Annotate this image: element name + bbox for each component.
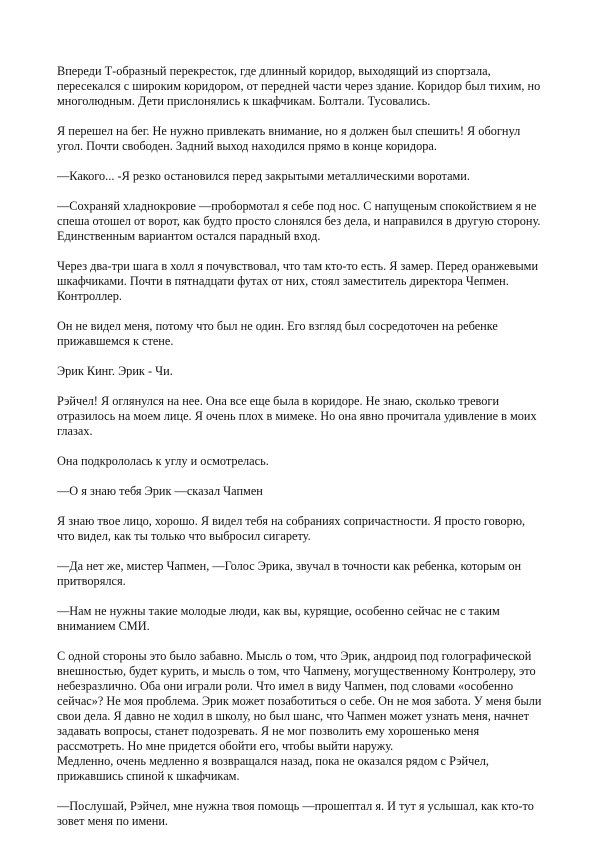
paragraph: Впереди Т-образный перекресток, где длинный коридор, выходящий из спортзала, пересекался с широким коридором, от передней части через здание. Коридор был тихим, но многолюдным. Дети прислонялись к шкафчикам. Болтали. Тусовались. <box>57 64 541 108</box>
paragraph: Медленно, очень медленно я возвращался назад, пока не оказался рядом с Рэйчел, прижавшись спиной к шкафчикам. <box>57 754 489 783</box>
document-body <box>57 64 543 844</box>
paragraph: —Да нет же, мистер Чапмен, —Голос Эрика, звучал в точности как ребенка, которым он притворялся. <box>57 559 522 588</box>
paragraph: Он не видел меня, потому что был не один. Его взгляд был сосредоточен на ребенке прижавшемся к стене. <box>57 319 498 348</box>
paragraph: Она подкрололась к углу и осмотрелась. <box>57 454 269 468</box>
paragraph: Я перешел на бег. Не нужно привлекать внимание, но я должен был спешить! Я обогнул угол. Почти свободен. Задний выход находился прямо в конце коридора. <box>57 124 521 153</box>
paragraph: С одной стороны это было забавно. Мысль о том, что Эрик, андроид под голографической внешностью, будет курить, и мысль о том, что Чапмену, могущественному Контролеру, это небезразлично. Оба они играли роли. Что имел в виду Чапмен, под словами «особенно сейчас»? Не моя проблема. Эрик может позаботиться о себе. Он не моя забота. У меня были свои дела. Я давно не ходил в школу, но был шанс, что Чапмен может узнать меня, начнет задавать вопросы, станет подозревать. Я не мог позволить ему хорошенько меня рассмотреть. Но мне придется обойти его, чтобы выйти наружу. <box>57 649 542 753</box>
paragraph: —Сохраняй хладнокровие —пробормотал я себе под нос. С напущеным спокойствием я не спеша отошел от ворот, как будто просто слонялся без дела, и направился в другую сторону. Единственным вариантом остался парадный вход. <box>57 199 541 243</box>
paragraph: Через два-три шага в холл я почувствовал, что там кто-то есть. Я замер. Перед оранжевыми шкафчиками. Почти в пятнадцати футах от них, стоял заместитель директора Чепмен. Контроллер. <box>57 259 539 303</box>
paragraph: —Нам не нужны такие молодые люди, как вы, курящие, особенно сейчас не с таким вниманием СМИ. <box>57 604 500 633</box>
paragraph: Я знаю твое лицо, хорошо. Я видел тебя на собраниях сопричастности. Я просто говорю, что видел, как ты только что выбросил сигарету. <box>57 514 526 543</box>
paragraph: —О я знаю тебя Эрик —сказал Чапмен <box>57 484 263 498</box>
paragraph: —Послушай, Рэйчел, мне нужна твоя помощь —прошептал я. И тут я услышал, как кто-то зовет меня по имени. <box>57 799 534 828</box>
paragraph: Эрик Кинг. Эрик - Чи. <box>57 364 173 378</box>
paragraph: Рэйчел! Я оглянулся на нее. Она все еще была в коридоре. Не знаю, сколько тревоги отразилось на моем лице. Я очень плох в мимеке. Но она явно прочитала удивление в моих глазах. <box>57 394 537 438</box>
paragraph: —Какого... -Я резко остановился перед закрытыми металлическими воротами. <box>57 169 470 183</box>
